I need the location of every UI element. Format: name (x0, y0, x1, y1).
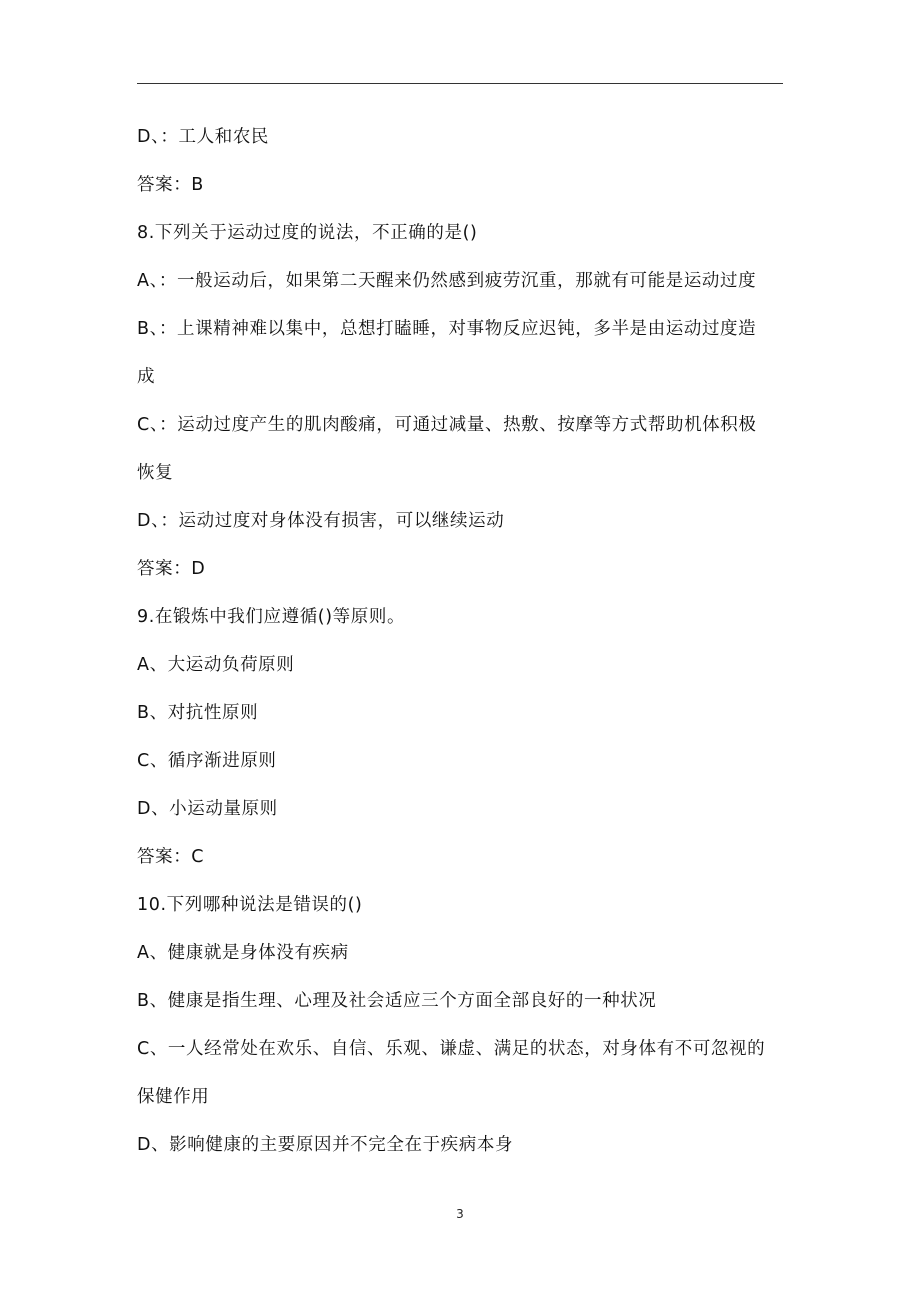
question-8-option-c-continued: 恢复 (137, 463, 174, 483)
header-rule (137, 83, 783, 84)
question-10-option-c-continued: 保健作用 (137, 1087, 210, 1107)
question-10-option-a: A、健康就是身体没有疾病 (137, 943, 349, 963)
question-8-answer: 答案：D (137, 559, 206, 579)
question-10: 10.下列哪种说法是错误的() (137, 895, 363, 915)
question-9-option-a: A、大运动负荷原则 (137, 655, 295, 675)
question-9-option-b: B、对抗性原则 (137, 703, 259, 723)
question-8-option-b: B、：上课精神难以集中，总想打瞌睡，对事物反应迟钝，多半是由运动过度造 (137, 319, 757, 339)
question-8-option-d: D、：运动过度对身体没有损害，可以继续运动 (137, 511, 505, 531)
answer-line: 答案：B (137, 175, 204, 195)
question-9-option-c: C、循序渐进原则 (137, 751, 277, 771)
question-8-option-b-continued: 成 (137, 367, 156, 387)
question-8-option-c: C、：运动过度产生的肌肉酸痛，可通过减量、热敷、按摩等方式帮助机体积极 (137, 415, 757, 435)
question-8: 8.下列关于运动过度的说法，不正确的是() (137, 223, 478, 243)
question-10-option-c: C、一人经常处在欢乐、自信、乐观、谦虚、满足的状态，对身体有不可忽视的 (137, 1039, 766, 1059)
question-9: 9.在锻炼中我们应遵循()等原则。 (137, 607, 406, 627)
question-10-option-b: B、健康是指生理、心理及社会适应三个方面全部良好的一种状况 (137, 991, 657, 1011)
option-d-text-line: D、：工人和农民 (137, 127, 270, 147)
question-9-option-d: D、小运动量原则 (137, 799, 278, 819)
question-9-answer: 答案：C (137, 847, 205, 867)
document-body (137, 113, 783, 1169)
page-number: 3 (456, 1207, 464, 1221)
question-8-option-a: A、：一般运动后，如果第二天醒来仍然感到疲劳沉重，那就有可能是运动过度 (137, 271, 757, 291)
question-10-option-d: D、影响健康的主要原因并不完全在于疾病本身 (137, 1135, 514, 1155)
